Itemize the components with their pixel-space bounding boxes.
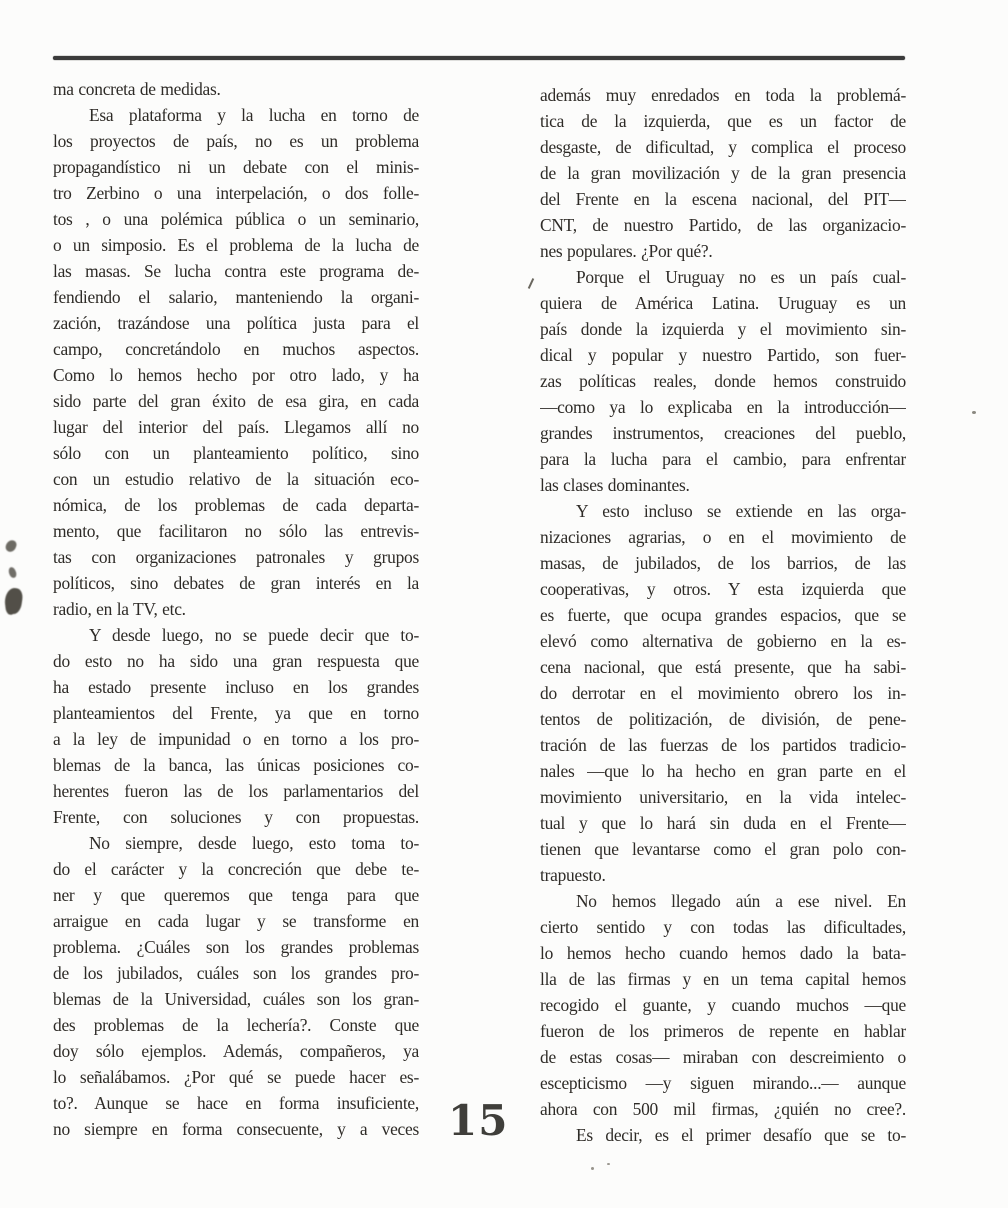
text-line: fueron de los primeros de repente en hablar: [540, 1021, 906, 1041]
text-line: tas con organizaciones patronales y grupos: [53, 547, 419, 567]
text-line: cena nacional, que está presente, que ha sabi-: [540, 657, 906, 677]
text-line: no siempre en forma consecuente, y a veces: [53, 1119, 419, 1139]
text-line: las masas. Se lucha contra este programa de-: [53, 261, 419, 281]
left-text-column: [53, 76, 419, 1142]
paragraph: [53, 102, 419, 622]
text-line: cooperativas, y otros. Y esta izquierda que: [540, 579, 906, 599]
paragraph: [53, 830, 419, 1142]
text-line: tual y que lo hará sin duda en el Frente—: [540, 813, 906, 833]
paragraph: [540, 264, 906, 498]
text-line: problema. ¿Cuáles son los grandes problemas: [53, 937, 419, 957]
text-line: tentos de politización, de división, de pene-: [540, 709, 906, 729]
text-line: zas políticas reales, donde hemos construido: [540, 371, 906, 391]
text-line: ner y que queremos que tenga para que: [53, 885, 419, 905]
text-line: movimiento universitario, en la vida intelec-: [540, 787, 906, 807]
ink-mark: [3, 587, 23, 615]
text-line: blemas de la banca, las únicas posiciones co-: [53, 755, 419, 775]
ink-mark: [8, 566, 18, 578]
text-line: do derrotar en el movimiento obrero los in-: [540, 683, 906, 703]
text-line: Y esto incluso se extiende en las orga-: [576, 501, 906, 521]
text-line: de los jubilados, cuáles son los grandes pro-: [53, 963, 419, 983]
text-line: tos , o una polémica pública o un seminario,: [53, 209, 419, 229]
text-line: Y desde luego, no se puede decir que to-: [89, 625, 419, 645]
text-line: dical y popular y nuestro Partido, son fuer-: [540, 345, 906, 365]
text-line: tienen que levantarse como el gran polo con-: [540, 839, 906, 859]
paragraph: [53, 622, 419, 830]
paragraph: [540, 82, 906, 264]
text-line: doy sólo ejemplos. Además, compañeros, ya: [53, 1041, 419, 1061]
text-line: lo señalábamos. ¿Por qué se puede hacer es-: [53, 1067, 419, 1087]
text-line: además muy enredados en toda la problemá-: [540, 85, 906, 105]
text-line: CNT, de nuestro Partido, de las organizacio-: [540, 215, 906, 235]
text-line: ma concreta de medidas.: [53, 79, 221, 99]
text-line: sólo con un planteamiento político, sino: [53, 443, 419, 463]
text-line: No siempre, desde luego, esto toma to-: [89, 833, 419, 853]
page-number: 15: [448, 1096, 509, 1145]
text-line: to?. Aunque se hace en forma insuficiente,: [53, 1093, 419, 1113]
text-line: propagandístico ni un debate con el minis-: [53, 157, 419, 177]
text-line: es fuerte, que ocupa grandes espacios, que se: [540, 605, 906, 625]
text-line: ha estado presente incluso en los grandes: [53, 677, 419, 697]
text-line: las clases dominantes.: [540, 475, 690, 495]
text-line: nómica, de los problemas de cada departa-: [53, 495, 419, 515]
text-line: Es decir, es el primer desafío que se to-: [576, 1125, 906, 1145]
text-line: lo hemos hecho cuando hemos dado la bata-: [540, 943, 906, 963]
text-line: país donde la izquierda y el movimiento sin-: [540, 319, 906, 339]
text-line: radio, en la TV, etc.: [53, 599, 186, 619]
text-line: fendiendo el salario, manteniendo la organi-: [53, 287, 419, 307]
text-line: Esa plataforma y la lucha en torno de: [89, 105, 419, 125]
text-line: escepticismo —y siguen mirando...— aunque: [540, 1073, 906, 1093]
text-line: nales —que lo ha hecho en gran parte en el: [540, 761, 906, 781]
text-line: para la lucha para el cambio, para enfrentar: [540, 449, 906, 469]
scan-artifact: [591, 1167, 594, 1170]
text-line: nes populares. ¿Por qué?.: [540, 241, 713, 261]
text-line: del Frente en la escena nacional, del PIT—: [540, 189, 906, 209]
scan-artifact: [528, 278, 534, 289]
text-line: Porque el Uruguay no es un país cual-: [576, 267, 906, 287]
text-line: políticos, sino debates de gran interés en la: [53, 573, 419, 593]
text-line: do esto no ha sido una gran respuesta que: [53, 651, 419, 671]
text-line: tro Zerbino o una interpelación, o dos folle-: [53, 183, 419, 203]
text-line: do el carácter y la concreción que debe te-: [53, 859, 419, 879]
text-line: herentes fueron las de los parlamentarios del: [53, 781, 419, 801]
text-line: de estas cosas— miraban con descreimiento o: [540, 1047, 906, 1067]
text-line: No hemos llegado aún a ese nivel. En: [576, 891, 906, 911]
text-line: des problemas de la lechería?. Conste que: [53, 1015, 419, 1035]
text-line: campo, concretándolo en muchos aspectos.: [53, 339, 419, 359]
text-line: blemas de la Universidad, cuáles son los gran-: [53, 989, 419, 1009]
text-line: o un simposio. Es el problema de la lucha de: [53, 235, 419, 255]
text-line: recogido el guante, y cuando muchos —que: [540, 995, 906, 1015]
text-line: cierto sentido y con todas las dificultades,: [540, 917, 906, 937]
text-line: sido parte del gran éxito de esa gira, en cada: [53, 391, 419, 411]
text-line: con un estudio relativo de la situación eco-: [53, 469, 419, 489]
scan-artifact: [607, 1163, 610, 1165]
top-rule: [53, 56, 905, 60]
text-line: masas, de jubilados, de los barrios, de las: [540, 553, 906, 573]
text-line: nizaciones agrarias, o en el movimiento de: [540, 527, 906, 547]
text-line: Frente, con soluciones y con propuestas.: [53, 807, 419, 827]
text-line: lla de las firmas y en un tema capital hemos: [540, 969, 906, 989]
text-line: tración de las fuerzas de los partidos tradicio-: [540, 735, 906, 755]
text-line: ahora con 500 mil firmas, ¿quién no cree?.: [540, 1099, 906, 1119]
paragraph: [53, 76, 419, 102]
text-line: a la ley de impunidad o en torno a los pro-: [53, 729, 419, 749]
paragraph: [540, 498, 906, 888]
right-text-column: [540, 82, 906, 1148]
ink-mark: [4, 539, 18, 554]
text-line: lugar del interior del país. Llegamos allí no: [53, 417, 419, 437]
text-line: —como ya lo explicaba en la introducción—: [540, 397, 906, 417]
text-line: los proyectos de país, no es un problema: [53, 131, 419, 151]
text-line: planteamientos del Frente, ya que en torno: [53, 703, 419, 723]
paragraph: [540, 1122, 906, 1148]
text-line: zación, trazándose una política justa para el: [53, 313, 419, 333]
text-line: desgaste, de dificultad, y complica el proceso: [540, 137, 906, 157]
text-line: arraigue en cada lugar y se transforme en: [53, 911, 419, 931]
text-line: de la gran movilización y de la gran presencia: [540, 163, 906, 183]
scan-artifact: [972, 411, 976, 414]
paragraph: [540, 888, 906, 1122]
text-line: trapuesto.: [540, 865, 606, 885]
text-line: mento, que facilitaron no sólo las entrevis-: [53, 521, 419, 541]
text-line: tica de la izquierda, que es un factor de: [540, 111, 906, 131]
text-line: quiera de América Latina. Uruguay es un: [540, 293, 906, 313]
text-line: Como lo hemos hecho por otro lado, y ha: [53, 365, 419, 385]
text-line: grandes instrumentos, creaciones del pueblo,: [540, 423, 906, 443]
text-line: elevó como alternativa de gobierno en la es-: [540, 631, 906, 651]
